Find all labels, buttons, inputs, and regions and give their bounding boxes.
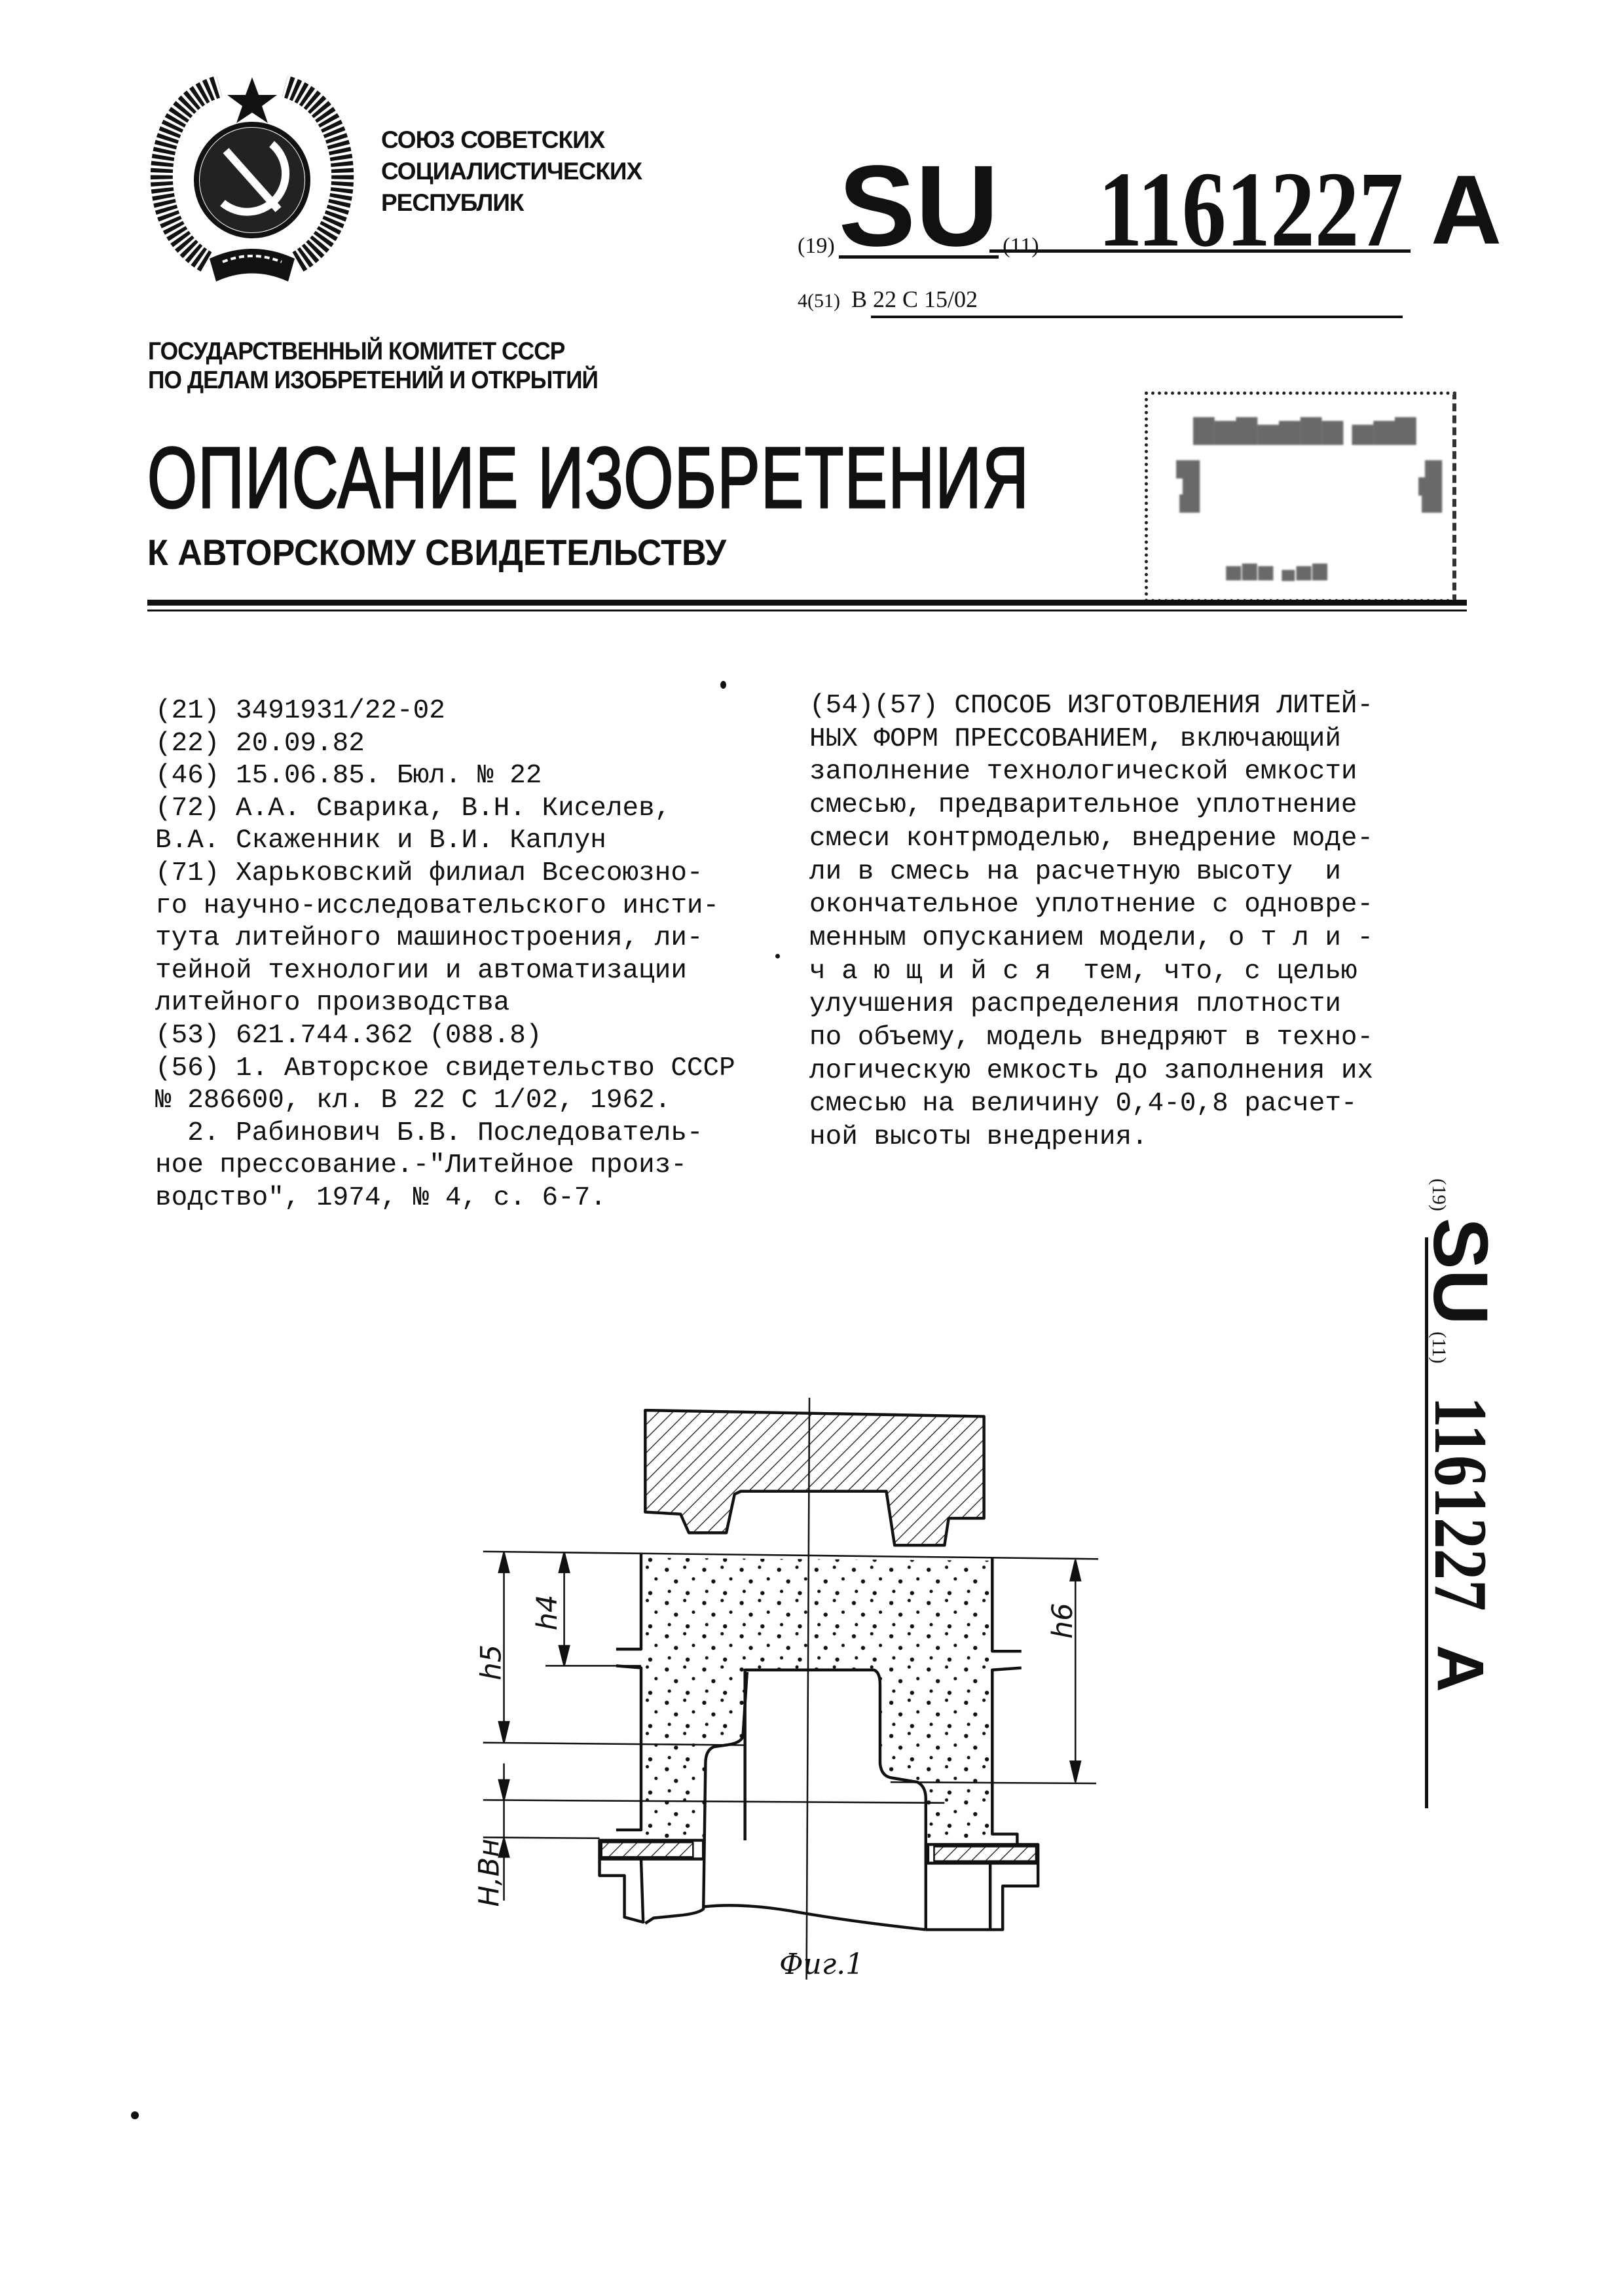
biblio-line: (56) 1. Авторское свидетельство СССР [155,1053,735,1085]
biblio-line: водство", 1974, № 4, с. 6-7. [155,1182,735,1215]
committee-line: ГОСУДАРСТВЕННЫЙ КОМИТЕТ СССР [148,337,598,366]
biblio-line: 2. Рабинович Б.В. Последователь- [155,1118,735,1150]
biblio-line: тута литейного машиностроения, ли- [155,922,735,955]
library-stamp: ▇▆▇▅▆▇▆ ▅▆▇ ▆▅▇ ▆▇▅ ▅▆▅ ▄▅▆ [1145,392,1456,602]
abstract-line: смесью, предварительное уплотнение [809,789,1373,822]
abstract-line: НЫХ ФОРМ ПРЕССОВАНИЕМ, включающий [809,723,1373,756]
biblio-line: (21) 3491931/22-02 [155,695,735,728]
biblio-line: литейного производства [155,987,735,1020]
country-line: РЕСПУБЛИК [381,187,642,219]
side-country-code: SU [1428,1218,1493,1325]
abstract-line: ли в смесь на расчетную высоту и [809,856,1373,889]
flask-left-upper [616,1554,641,1649]
side-patent-number: 1161227 [1428,1396,1493,1611]
biblio-line: (22) 20.09.82 [155,728,735,761]
abstract-line: ной высоты внедрения. [809,1121,1373,1154]
ipc-code: B 22 C 15/02 [851,286,978,312]
biblio-line: № 286600, кл. В 22 С 1/02, 1962. [155,1085,735,1118]
kind-code: A [1431,160,1502,259]
inid-11: (11) [1003,234,1039,259]
number-underline [989,249,1411,253]
abstract [809,689,1373,1154]
abstract-line: улучшения распределения плотности [809,988,1373,1021]
biblio-line: (71) Харьковский филиал Всесоюзно- [155,858,735,890]
abstract-line: логическую емкость до заполнения их [809,1055,1373,1088]
abstract-line: по объему, модель внедряют в техно- [809,1021,1373,1055]
inid-19: (19) [798,234,835,259]
side-publication-number [1428,1178,1500,1692]
side-inid-11: (11) [1428,1332,1450,1364]
abstract-line: ч а ю щ и й с я тем, что, с целью [809,955,1373,989]
committee-name [148,337,598,395]
country-line: СОЮЗ СОВЕТСКИХ [381,124,642,156]
biblio-line: ное прессование.-"Литейное произ- [155,1150,735,1182]
label-h5: h5 [475,1645,507,1681]
abstract-line: смесью на величину 0,4-0,8 расчет- [809,1087,1373,1121]
label-hb: H,Bн [475,1839,506,1907]
country-code: SU [839,157,999,259]
scan-speck [720,681,726,689]
figure-1-drawing [475,1398,1119,1987]
ipc-classification [798,285,978,313]
figure-caption: Фиг.1 [779,1948,864,1981]
committee-line: ПО ДЕЛАМ ИЗОБРЕТЕНИЙ И ОТКРЫТИЙ [148,366,598,395]
abstract-line: смеси контрмоделью, внедрение моде- [809,822,1373,856]
country-name [381,124,642,219]
header-rule [147,600,1467,606]
patent-number: 1161227 [1098,160,1403,259]
abstract-line: (54)(57) СПОСОБ ИЗГОТОВЛЕНИЯ ЛИТЕЙ- [809,689,1373,723]
label-h4: h4 [531,1595,564,1631]
biblio-line: тейной технологии и автоматизации [155,955,735,988]
flask-right-upper [992,1558,1021,1651]
ipc-prefix: 4(51) [798,290,840,312]
biblio-line: го научно-исследовательского инсти- [155,890,735,923]
flask-right-lower [992,1668,1021,1845]
counter-model-punch [645,1410,984,1545]
bibliographic-data [155,695,735,1215]
label-h6: h6 [1046,1603,1079,1639]
publication-number [798,141,1502,259]
document-subtitle: К АВТОРСКОМУ СВИДЕТЕЛЬСТВУ [147,532,726,574]
country-line: СОЦИАЛИСТИЧЕСКИХ [381,156,642,187]
abstract-line: менным опусканием модели, о т л и - [809,922,1373,955]
biblio-line: (53) 621.744.362 (088.8) [155,1020,735,1053]
table-right [926,1863,1038,1930]
side-kind-code: A [1428,1645,1493,1692]
document-title: ОПИСАНИЕ ИЗОБРЕТЕНИЯ [147,432,1029,524]
biblio-line: В.А. Скаженник и В.И. Каплун [155,825,735,858]
flask-left-lower [616,1666,641,1830]
biblio-line: (46) 15.06.85. Бюл. № 22 [155,760,735,793]
model-bottom-break [703,1905,926,1929]
scan-speck [775,954,780,958]
side-inid-19: (19) [1428,1178,1450,1211]
abstract-line: заполнение технологической емкости [809,756,1373,789]
ipc-underline [871,316,1403,318]
scan-speck [131,2111,139,2119]
ussr-emblem [147,72,357,291]
biblio-line: (72) А.А. Сварика, В.Н. Киселев, [155,793,735,826]
abstract-line: окончательное уплотнение с одновре- [809,888,1373,922]
table-left [600,1859,644,1922]
molding-sand [643,1558,990,1840]
header-rule-thin [147,610,1467,611]
